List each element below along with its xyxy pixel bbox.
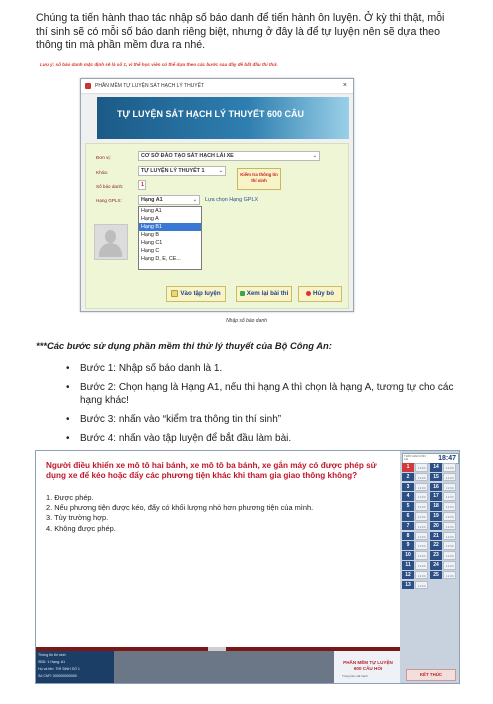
info-line: Số CMT: 000000000000 (38, 674, 77, 678)
chevron-down-icon: ⌄ (192, 197, 197, 203)
steps-title: ***Các bước sử dụng phần mềm thi thử lý thuyết của Bộ Công An: (36, 340, 332, 351)
practice-button[interactable] (166, 286, 226, 302)
answer-status-cell: 1 2 3 4 (415, 492, 428, 501)
khoa-label: Khóa: (96, 170, 109, 175)
answer-status-cell: 1 2 3 4 (415, 512, 428, 521)
khoa-select[interactable] (138, 166, 226, 176)
list-item: • Bước 1: Nhập số báo danh là 1. (66, 362, 466, 375)
info-line: Họ và tên: THÍ SINH SỐ 1 (38, 667, 80, 671)
app-logo (334, 651, 400, 683)
chevron-down-icon: ⌄ (218, 168, 223, 174)
question-number-button[interactable]: 7 (402, 522, 414, 531)
candidate-info (36, 651, 114, 683)
question-nav-row (402, 561, 457, 571)
question-area (36, 451, 400, 647)
question-nav-row (402, 551, 457, 561)
info-heading: Thông tin thí sinh (38, 653, 66, 657)
answer-status-cell: 1 2 3 4 (415, 571, 428, 580)
cancel-button[interactable] (298, 286, 342, 302)
answer-status-cell: 1 2 3 4 (443, 483, 456, 492)
answer-status-cell: 1 2 3 4 (415, 522, 428, 531)
timer-label: THỜI GIAN CÒN LẠI (404, 454, 426, 462)
answer-option[interactable]: 2. Nếu phương tiện được kéo, đẩy có khối lượng nhỏ hơn phương tiện của mình. (46, 503, 314, 513)
review-button[interactable] (236, 286, 292, 302)
question-number-button[interactable]: 25 (430, 571, 442, 580)
question-number-button[interactable]: 12 (402, 571, 414, 580)
answer-status-cell: 1 2 3 4 (415, 473, 428, 482)
question-number-button[interactable]: 23 (430, 551, 442, 560)
steps-list (66, 362, 466, 451)
question-number-button[interactable]: 19 (430, 512, 442, 521)
answer-status-cell: 1 2 3 4 (443, 551, 456, 560)
question-number-button[interactable]: 20 (430, 522, 442, 531)
form-panel (85, 143, 349, 309)
check-candidate-button[interactable]: Kiểm tra thông tin thí sinh (237, 168, 281, 190)
answer-option[interactable]: 4. Không được phép. (46, 523, 116, 533)
list-item: • Bước 2: Chọn hạng là Hạng A1, nếu thi hạng A thì chọn là hạng A, tương tự cho các hạng khác! (66, 381, 466, 407)
window-title: PHẦN MỀM TỰ LUYỆN SÁT HẠCH LÝ THUYẾT (95, 83, 205, 89)
question-text: Người điều khiển xe mô tô hai bánh, xe mô tô ba bánh, xe gắn máy có được phép sử dụng xe để kéo hoặc đẩy các phương tiện khác khi tham gia giao thông không? (46, 461, 377, 480)
answer-status-cell: 1 2 3 4 (415, 483, 428, 492)
hang-label: Hạng GPLX: (96, 198, 122, 203)
answer-status-cell: 1 2 3 4 (443, 541, 456, 550)
figure-caption: Nhập số báo danh (226, 318, 267, 324)
answer-status-cell: 1 2 3 4 (415, 561, 428, 570)
donvi-value: CƠ SỞ ĐÀO TẠO SÁT HẠCH LÁI XE (141, 153, 234, 159)
list-item: • Bước 3: nhấn vào “kiểm tra thông tin thí sinh” (66, 413, 466, 426)
person-icon (105, 230, 116, 243)
answer-status-cell: 1 2 3 4 (415, 541, 428, 550)
question-nav-row (402, 522, 457, 532)
check-icon (240, 291, 245, 296)
window-titlebar (81, 79, 353, 94)
answer-status-cell: 1 2 3 4 (443, 502, 456, 511)
answer-option[interactable]: 3. Tùy trường hợp. (46, 513, 109, 523)
logo-subtitle: Trung tâm sát hạch (342, 674, 368, 678)
practice-label: Vào tập luyện (180, 290, 221, 297)
question-nav-row (402, 473, 457, 483)
question-number-button[interactable]: 13 (402, 581, 414, 590)
close-icon[interactable]: × (342, 82, 347, 89)
info-line: SBD: 1 Hạng: A1 (38, 660, 66, 664)
answer-status-cell: 1 2 3 4 (415, 551, 428, 560)
question-number-button[interactable]: 15 (430, 473, 442, 482)
question-nav-row (402, 541, 457, 551)
question-number-button[interactable]: 5 (402, 502, 414, 511)
timer-value: 18:47 (438, 455, 456, 462)
question-nav-row (402, 492, 457, 502)
app-banner (97, 97, 349, 139)
question-number-button[interactable]: 3 (402, 483, 414, 492)
option-c[interactable]: Hạng C (141, 248, 160, 254)
answer-status-cell: 1 2 3 4 (415, 581, 428, 590)
question-grid (402, 463, 457, 590)
answer-status-cell: 1 2 3 4 (415, 502, 428, 511)
donvi-select[interactable] (138, 151, 320, 161)
option-c1[interactable]: Hạng C1 (141, 240, 163, 246)
question-nav-row (402, 512, 457, 522)
option-a[interactable]: Hạng A (141, 216, 159, 222)
question-number-button[interactable]: 1 (402, 463, 414, 472)
hang-dropdown-list[interactable] (138, 206, 202, 270)
question-number-button[interactable]: 17 (430, 492, 442, 501)
question-nav-row (402, 502, 457, 512)
bottom-bar (36, 651, 400, 683)
question-number-button[interactable]: 14 (430, 463, 442, 472)
image-panel (114, 651, 334, 683)
question-number-button[interactable]: 16 (430, 483, 442, 492)
donvi-label: Đơn vị: (96, 155, 111, 160)
avatar (94, 224, 128, 260)
question-number-button[interactable]: 2 (402, 473, 414, 482)
question-number-button[interactable]: 8 (402, 532, 414, 541)
question-number-button[interactable]: 11 (402, 561, 414, 570)
chevron-down-icon: ⌄ (312, 153, 317, 159)
answer-list (46, 493, 386, 534)
question-number-button[interactable]: 4 (402, 492, 414, 501)
note-text: Lưu ý: số báo danh mặc định sẽ là số 1, vì thế học viên có thể dựa theo các bước sau đây để bắt đầu thi thử. (40, 62, 278, 67)
app-icon (85, 83, 91, 89)
answer-status-cell: 1 2 3 4 (443, 561, 456, 570)
question-number-button[interactable]: 9 (402, 541, 414, 550)
hang-hint: Lựa chọn Hạng GPLX (205, 197, 259, 203)
enter-icon (171, 290, 178, 297)
banner-title: TỰ LUYỆN SÁT HẠCH LÝ THUYẾT 600 CÂU (117, 109, 304, 119)
list-item: • Bước 4: nhấn vào tập luyện để bắt đầu làm bài. (66, 432, 466, 445)
question-nav-row (402, 571, 457, 581)
logo-title: PHẦN MỀM TỰ LUYỆN 600 CÂU HỎI (343, 660, 393, 671)
intro-paragraph: Chúng ta tiến hành thao tác nhập số báo danh để tiến hành ôn luyện. Ở kỳ thi thật, mỗi thí sinh sẽ có mỗi số báo danh riêng biệt, nhưng ở đây là để tự luyện nên sẽ dựa theo thông tin mà phần mềm đưa ra nhé. (36, 12, 445, 51)
sobd-label: Số báo danh: (96, 184, 124, 189)
answer-status-cell: 1 2 3 4 (443, 532, 456, 541)
registration-window (80, 78, 354, 312)
answer-status-cell: 1 2 3 4 (443, 473, 456, 482)
finish-button[interactable]: KẾT THÚC (406, 669, 456, 681)
answer-status-cell: 1 2 3 4 (443, 522, 456, 531)
option-b[interactable]: Hạng B (141, 232, 159, 238)
option-a1[interactable]: Hạng A1 (141, 208, 162, 214)
answer-status-cell: 1 2 3 4 (443, 463, 456, 472)
exam-screen (35, 450, 460, 684)
question-number-button[interactable]: 6 (402, 512, 414, 521)
question-nav-row (402, 581, 457, 591)
option-d-e-ce[interactable]: Hạng D, E, CE... (141, 256, 181, 262)
sobd-input[interactable]: 1 (138, 180, 146, 190)
question-number-button[interactable]: 18 (430, 502, 442, 511)
answer-status-cell: 1 2 3 4 (443, 571, 456, 580)
question-nav-row (402, 463, 457, 473)
hang-select[interactable] (138, 195, 200, 205)
question-number-button[interactable]: 24 (430, 561, 442, 570)
hang-value: Hạng A1 (141, 197, 163, 203)
cancel-label: Hủy bỏ (313, 290, 334, 297)
answer-option[interactable]: 1. Được phép. (46, 493, 94, 502)
answer-status-cell: 1 2 3 4 (443, 492, 456, 501)
answer-status-cell: 1 2 3 4 (415, 463, 428, 472)
answer-status-cell: 1 2 3 4 (415, 532, 428, 541)
question-nav-row (402, 532, 457, 542)
answer-status-cell: 1 2 3 4 (443, 512, 456, 521)
question-nav-row (402, 483, 457, 493)
question-number-button[interactable]: 21 (430, 532, 442, 541)
cancel-icon (306, 291, 311, 296)
option-b1[interactable]: Hạng B1 (139, 223, 201, 231)
question-number-button[interactable]: 22 (430, 541, 442, 550)
review-label: Xem lại bài thi (246, 290, 289, 297)
khoa-value: TỰ LUYỆN LÝ THUYẾT 1 (141, 168, 205, 174)
question-number-button[interactable]: 10 (402, 551, 414, 560)
question-navigator (400, 451, 459, 683)
